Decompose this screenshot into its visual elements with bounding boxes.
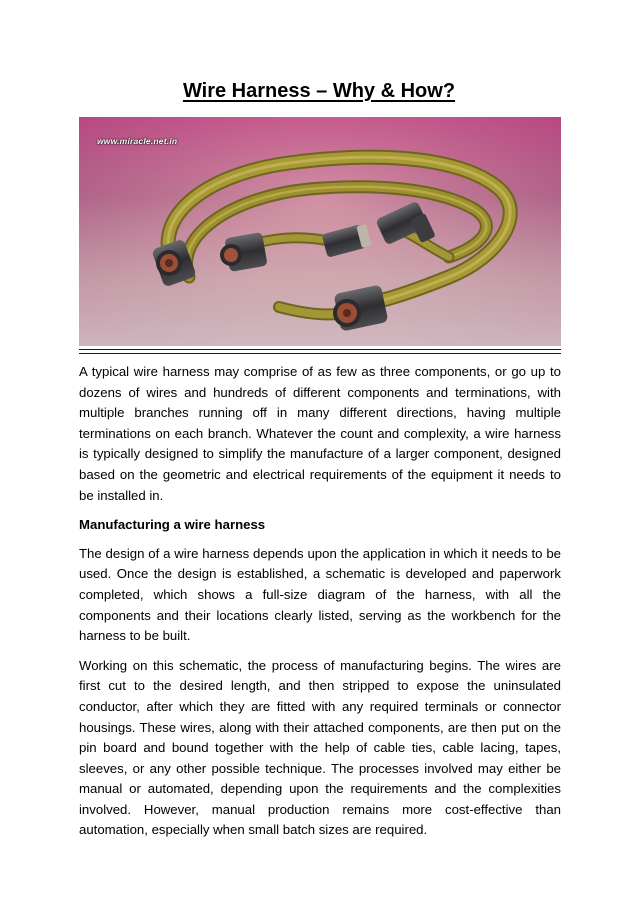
wire-harness-illustration xyxy=(79,117,561,346)
image-watermark: www.miracle.net.in xyxy=(97,136,178,146)
divider-line xyxy=(79,353,561,354)
divider-line xyxy=(79,349,561,350)
document-body xyxy=(79,362,561,850)
page-title: Wire Harness – Why & How? xyxy=(182,80,456,102)
paragraph: The design of a wire harness depends upon the application in which it needs to be used. Once the design is established, a schematic is developed and paperwork completed, which shows a full-size diagram of the harness, with all the components and their locations clearly listed, serving as the workbench for the harness to be built. xyxy=(79,545,561,644)
paragraph: Working on this schematic, the process of manufacturing begins. The wires are first cut to the desired length, and then stripped to expose the uninsulated conductor, after which they are fitted with any required terminals or connector housings. These wires, along with their attached components, are then put on the pin board and bound together with the help of cable ties, cable lacing, tapes, sleeves, or any other possible technique. The processes involved may either be manual or automated, depending upon the requirements and the complexities involved. However, manual production remains more cost-effective than automation, especially when small batch sizes are required. xyxy=(79,657,561,838)
section-heading: Manufacturing a wire harness xyxy=(79,517,266,533)
wire-harness-photo xyxy=(79,117,561,346)
paragraph: A typical wire harness may comprise of as few as three components, or go up to dozens of wires and hundreds of different components and terminations, with multiple branches running off in many different directions, having multiple terminations on each branch. Whatever the count and complexity, a wire harness is typically designed to simplify the manufacture of a larger component, designed based on the geometric and electrical requirements of the equipment it needs to be installed in. xyxy=(79,364,561,503)
